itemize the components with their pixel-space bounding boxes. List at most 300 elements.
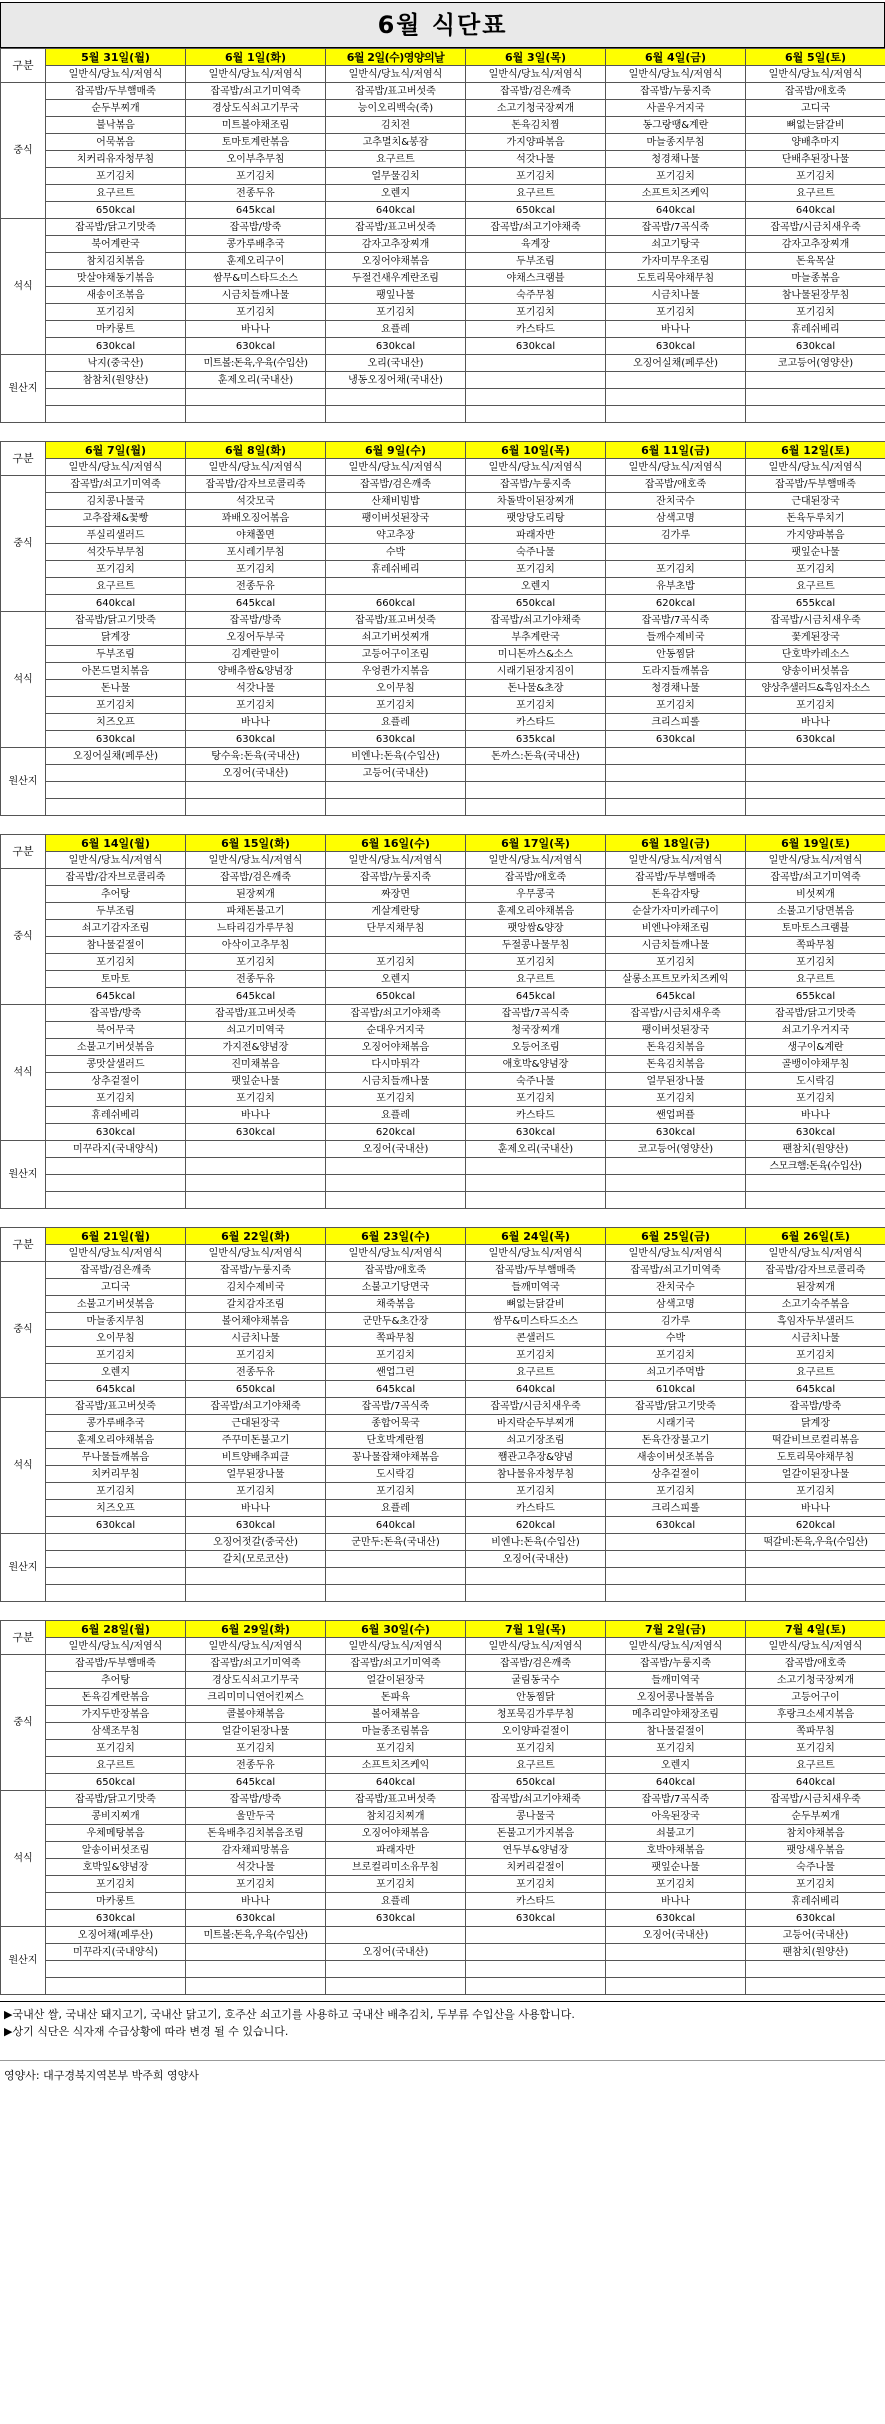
day-date: 6월 3일(목) [466,49,606,66]
date-row [1,49,885,66]
origin-row [1,1534,885,1551]
dinner-item: 포기김치 [186,1876,326,1893]
dinner-item: 참치김치볶음 [46,253,186,270]
origin-item [606,799,746,816]
dinner-item: 휴레쉬베리 [46,1107,186,1124]
day-date: 5월 31일(월) [46,49,186,66]
lunch-item: 전종두유 [186,185,326,202]
lunch-item: 순살가자미카레구이 [606,903,746,920]
origin-item [326,1175,466,1192]
dinner-row [1,1517,885,1534]
origin-item: 팬참치(원양산) [746,1944,885,1961]
lunch-item: 잡곡밥/쇠고기미역죽 [606,1262,746,1279]
lunch-item: 채죽볶음 [326,1296,466,1313]
dinner-item: 소불고기버섯볶음 [46,1039,186,1056]
origin-item [326,1568,466,1585]
origin-item [466,799,606,816]
dinner-row [1,1449,885,1466]
dinner-item: 잡곡밥/표고버섯죽 [326,1791,466,1808]
lunch-item: 가지양파볶음 [466,134,606,151]
dinner-item: 호박잎&양념장 [46,1859,186,1876]
dinner-item: 얼무된장나물 [186,1466,326,1483]
origin-item: 군만두:돈육(국내산) [326,1534,466,1551]
lunch-item: 645kcal [46,1381,186,1398]
lunch-item: 포기김치 [186,168,326,185]
origin-item [746,406,885,423]
dinner-item: 630kcal [326,731,466,748]
origin-row [1,1961,885,1978]
dinner-item: 훈제오리야채볶음 [46,1432,186,1449]
origin-item [186,1944,326,1961]
dinner-item: 630kcal [606,338,746,355]
author: 영양사: 대구경북지역본부 박주희 영양사 [0,2060,885,2083]
day-date: 6월 19일(토) [746,835,885,852]
lunch-row [1,1655,885,1672]
origin-item [326,389,466,406]
lunch-item: 김치수제비국 [186,1279,326,1296]
dinner-item: 석갓나물 [186,680,326,697]
diet-type: 일반식/당뇨식/저염식 [606,852,746,869]
dinner-row [1,1466,885,1483]
diet-type: 일반식/당뇨식/저염식 [46,1245,186,1262]
dinner-item: 새송이조볶음 [46,287,186,304]
lunch-item: 전종두유 [186,971,326,988]
origin-item [466,372,606,389]
dinner-item: 참치야채볶음 [746,1825,885,1842]
origin-row [1,389,885,406]
dinner-item: 620kcal [746,1517,885,1534]
day-date: 6월 9일(수) [326,442,466,459]
lunch-item: 돈육감자탕 [606,886,746,903]
day-date: 6월 7일(월) [46,442,186,459]
lunch-item: 잡곡밥/두부햄매죽 [46,1655,186,1672]
dinner-item: 도토리묵야채무침 [606,270,746,287]
day-date: 6월 8일(화) [186,442,326,459]
category-label: 구분 [1,1228,46,1262]
origin-item [186,782,326,799]
dinner-row [1,253,885,270]
origin-item [46,1978,186,1995]
dinner-item: 630kcal [606,731,746,748]
lunch-row [1,1262,885,1279]
dinner-item: 포기김치 [746,1876,885,1893]
dinner-item: 치커리무침 [46,1466,186,1483]
lunch-row [1,1279,885,1296]
dinner-item: 포기김치 [186,697,326,714]
dinner-item: 오징어두부국 [186,629,326,646]
dinner-item: 부추계란국 [466,629,606,646]
lunch-item: 요구르트 [46,185,186,202]
lunch-item: 아삭이고추무침 [186,937,326,954]
dinner-item: 바나나 [746,1500,885,1517]
lunch-item: 잡곡밥/누룽지죽 [606,1655,746,1672]
lunch-item: 숙주나물 [466,544,606,561]
lunch-item: 잡곡밥/쇠고기미역죽 [746,869,885,886]
origin-item [466,765,606,782]
lunch-item: 오렌지 [606,1757,746,1774]
lunch-item: 잔치국수 [606,1279,746,1296]
lunch-item: 640kcal [746,202,885,219]
origin-item [606,1944,746,1961]
lunch-item: 전종두유 [186,1364,326,1381]
lunch-item: 볼어채볶음 [326,1706,466,1723]
dinner-item: 630kcal [186,1517,326,1534]
lunch-item: 푸실리샐러드 [46,527,186,544]
lunch-item: 오렌지 [326,971,466,988]
origin-item [46,1192,186,1209]
dinner-row [1,646,885,663]
lunch-item: 김치전 [326,117,466,134]
dinner-item: 잡곡밥/시금치새우죽 [746,612,885,629]
origin-label: 원산지 [1,1141,46,1209]
dinner-item: 팽잎나물 [326,287,466,304]
lunch-item: 소불고기당면국 [326,1279,466,1296]
lunch-item: 오렌지 [46,1364,186,1381]
diet-type: 일반식/당뇨식/저염식 [326,1638,466,1655]
lunch-item: 두부조림 [46,903,186,920]
lunch-item: 미트볼야채조림 [186,117,326,134]
lunch-item: 크리미미니연어킨찌스 [186,1689,326,1706]
origin-item [746,1978,885,1995]
origin-item [186,1585,326,1602]
lunch-item: 잡곡밥/검은깨죽 [466,1655,606,1672]
dinner-item: 포기김치 [46,1483,186,1500]
type-row [1,1638,885,1655]
origin-item: 고등어(국내산) [746,1927,885,1944]
lunch-item: 잡곡밥/누룽지죽 [466,476,606,493]
category-label: 구분 [1,49,46,83]
lunch-item: 전종두유 [186,1757,326,1774]
origin-item: 오징어(국내산) [606,1927,746,1944]
origin-item [186,389,326,406]
dinner-item: 마카롱트 [46,321,186,338]
dinner-item: 쇠불고기 [606,1825,746,1842]
lunch-item: 파래자반 [466,527,606,544]
lunch-item: 650kcal [466,202,606,219]
dinner-item: 640kcal [326,1517,466,1534]
lunch-item: 석갓나물 [466,151,606,168]
lunch-item: 수박 [326,544,466,561]
lunch-item: 포기김치 [186,954,326,971]
lunch-row [1,595,885,612]
lunch-item: 645kcal [466,988,606,1005]
lunch-item: 김가루 [606,527,746,544]
lunch-item: 오이양파겉절이 [466,1723,606,1740]
dinner-item: 근대된장국 [186,1415,326,1432]
lunch-item: 쌘업그린 [326,1364,466,1381]
dinner-row [1,287,885,304]
lunch-item: 비엔나야채조림 [606,920,746,937]
lunch-item: 잔치국수 [606,493,746,510]
origin-item [746,765,885,782]
dinner-item: 잡곡밥/방죽 [46,1005,186,1022]
origin-item: 오징어실채(페루산) [606,355,746,372]
dinner-item: 두절건새우계란조림 [326,270,466,287]
origin-item [746,1192,885,1209]
lunch-item: 포기김치 [606,561,746,578]
day-date: 6월 16일(수) [326,835,466,852]
lunch-item: 휴레쉬베리 [326,561,466,578]
day-date: 6월 11일(금) [606,442,746,459]
week-gap [0,423,885,441]
dinner-item: 잡곡밥/표고버섯죽 [46,1398,186,1415]
lunch-item: 훈제오리야채볶음 [466,903,606,920]
dinner-item: 요플레 [326,714,466,731]
dinner-item: 635kcal [466,731,606,748]
lunch-item: 군만두&초간장 [326,1313,466,1330]
dinner-item: 시금치들깨나물 [186,287,326,304]
dinner-item: 콩비지찌개 [46,1808,186,1825]
dinner-item: 630kcal [326,338,466,355]
lunch-item: 추어탕 [46,886,186,903]
dinner-item: 우엉퀸가지볶음 [326,663,466,680]
dinner-item: 크리스피롤 [606,1500,746,1517]
lunch-item: 잡곡밥/애호죽 [606,476,746,493]
origin-item [46,1568,186,1585]
lunch-item: 650kcal [186,1381,326,1398]
week-table [0,441,885,816]
lunch-item: 돈육두루치기 [746,510,885,527]
origin-item [466,1585,606,1602]
dinner-item: 잡곡밥/방죽 [186,612,326,629]
dinner-item: 돈육김치볶음 [606,1039,746,1056]
dinner-item: 잡곡밥/표고버섯죽 [186,1005,326,1022]
lunch-item: 잡곡밥/쇠고기미역죽 [186,1655,326,1672]
lunch-item: 참나물겉절이 [606,1723,746,1740]
dinner-item: 요플레 [326,1107,466,1124]
origin-item [606,1534,746,1551]
origin-item [46,765,186,782]
origin-item [46,1534,186,1551]
dinner-item: 상추겉절이 [606,1466,746,1483]
dinner-item: 돈육김치볶음 [606,1056,746,1073]
lunch-item: 포기김치 [326,954,466,971]
lunch-item: 잡곡밥/감자브로콜리죽 [46,869,186,886]
dinner-item: 훈제오리구이 [186,253,326,270]
dinner-item: 시금치나물 [606,287,746,304]
dinner-item: 포기김치 [606,304,746,321]
lunch-item: 포기김치 [466,561,606,578]
lunch-row [1,1672,885,1689]
lunch-item: 청포묵김가루무침 [466,1706,606,1723]
origin-row [1,1927,885,1944]
dinner-item: 청경채나물 [606,680,746,697]
dinner-item: 상추겉절이 [46,1073,186,1090]
origin-item: 미트볼:돈육,우육(수입산) [186,1927,326,1944]
origin-item: 냉동오징어채(국내산) [326,372,466,389]
lunch-item: 잡곡밥/검은깨죽 [326,476,466,493]
dinner-item: 포기김치 [46,697,186,714]
day-date: 6월 29일(화) [186,1621,326,1638]
week-gap [0,1602,885,1620]
origin-row [1,1158,885,1175]
lunch-item: 팻앙쌈&양장 [466,920,606,937]
lunch-row [1,988,885,1005]
origin-item: 미꾸라지(국내양식) [46,1141,186,1158]
dinner-item: 630kcal [186,338,326,355]
lunch-item: 포기김치 [46,954,186,971]
dinner-item: 야채스크램블 [466,270,606,287]
dinner-item: 닭계장 [46,629,186,646]
dinner-item: 바나나 [186,321,326,338]
lunch-item: 645kcal [326,1381,466,1398]
lunch-item: 요구르트 [746,1364,885,1381]
dinner-item: 잡곡밥/닭고기맛죽 [46,1791,186,1808]
dinner-item: 쇠고기장조림 [466,1432,606,1449]
origin-item [466,1192,606,1209]
lunch-item: 잡곡밥/표고버섯죽 [326,83,466,100]
lunch-item: 포기김치 [46,561,186,578]
dinner-item: 잡곡밥/7곡식죽 [466,1005,606,1022]
date-row [1,1621,885,1638]
diet-type: 일반식/당뇨식/저염식 [186,1638,326,1655]
diet-type: 일반식/당뇨식/저염식 [326,852,466,869]
lunch-item: 사골우거지국 [606,100,746,117]
dinner-row [1,731,885,748]
lunch-item: 잡곡밥/누룽지죽 [606,83,746,100]
dinner-item: 브로컬리미소유무침 [326,1859,466,1876]
day-date: 7월 2일(금) [606,1621,746,1638]
origin-item [606,389,746,406]
origin-item [466,1944,606,1961]
lunch-row [1,561,885,578]
lunch-item: 잡곡밥/누룽지죽 [326,869,466,886]
dinner-item: 바지락순두부찌개 [466,1415,606,1432]
origin-item [186,799,326,816]
lunch-item: 쇠고기주먹밥 [606,1364,746,1381]
lunch-item: 640kcal [466,1381,606,1398]
category-label: 구분 [1,442,46,476]
lunch-item: 석갓두부무침 [46,544,186,561]
diet-type: 일반식/당뇨식/저염식 [466,852,606,869]
origin-item [466,355,606,372]
dinner-item: 요플레 [326,1500,466,1517]
dinner-item: 630kcal [186,1124,326,1141]
dinner-item: 종합어묵국 [326,1415,466,1432]
dinner-item: 참나물유자청무침 [466,1466,606,1483]
origin-item [46,389,186,406]
dinner-row [1,1039,885,1056]
lunch-item: 토마토 [46,971,186,988]
origin-item [606,782,746,799]
lunch-item: 650kcal [466,1774,606,1791]
lunch-item: 오렌지 [326,185,466,202]
dinner-item: 김계란말이 [186,646,326,663]
dinner-item: 아몬드멸치볶음 [46,663,186,680]
lunch-item: 잡곡밥/애호죽 [466,869,606,886]
diet-type: 일반식/당뇨식/저염식 [466,459,606,476]
origin-row [1,1192,885,1209]
lunch-row [1,1774,885,1791]
origin-item: 오징어(국내산) [186,765,326,782]
dinner-item: 잡곡밥/방죽 [186,1791,326,1808]
dinner-item: 팻잎순나물 [606,1859,746,1876]
origin-item [466,1978,606,1995]
lunch-item: 들깨미역국 [606,1672,746,1689]
lunch-item: 요구르트 [466,1364,606,1381]
lunch-item: 근대된장국 [746,493,885,510]
dinner-item: 감자고추장찌개 [326,236,466,253]
dinner-item: 애호박&양념장 [466,1056,606,1073]
origin-item [606,1978,746,1995]
lunch-row [1,493,885,510]
lunch-item [606,544,746,561]
lunch-item: 소고기숙주볶음 [746,1296,885,1313]
dinner-item: 카스타드 [466,1500,606,1517]
origin-item: 탕수육:돈육(국내산) [186,748,326,765]
dinner-item: 잡곡밥/쇠고기야채죽 [326,1005,466,1022]
lunch-item: 순두부찌개 [46,100,186,117]
day-date: 6월 22일(화) [186,1228,326,1245]
dinner-row [1,1825,885,1842]
dinner-item: 포기김치 [606,1090,746,1107]
dinner-item: 골뱅이야채무침 [746,1056,885,1073]
diet-type: 일반식/당뇨식/저염식 [46,852,186,869]
lunch-item: 김치콩나물국 [46,493,186,510]
origin-label: 원산지 [1,1927,46,1995]
origin-item [326,1585,466,1602]
origin-item: 미트볼:돈육,우육(수입산) [186,355,326,372]
origin-item [466,1158,606,1175]
lunch-item: 약고추장 [326,527,466,544]
diet-type: 일반식/당뇨식/저염식 [746,1638,885,1655]
dinner-row [1,304,885,321]
lunch-row [1,971,885,988]
diet-type: 일반식/당뇨식/저염식 [46,459,186,476]
dinner-item: 고등어구이조림 [326,646,466,663]
origin-item: 떡갈비:돈육,우육(수입산) [746,1534,885,1551]
origin-row [1,1944,885,1961]
dinner-item: 숙주무침 [466,287,606,304]
diet-type: 일반식/당뇨식/저염식 [466,66,606,83]
lunch-item: 640kcal [46,595,186,612]
dinner-item: 참치김치찌개 [326,1808,466,1825]
dinner-item: 포기김치 [186,304,326,321]
dinner-item: 단호박계란찜 [326,1432,466,1449]
dinner-item: 마늘종볶음 [746,270,885,287]
lunch-item: 팻앙당도리탕 [466,510,606,527]
dinner-item: 석갓나물 [186,1859,326,1876]
origin-label: 원산지 [1,355,46,423]
dinner-item: 순대우거지국 [326,1022,466,1039]
dinner-item: 도시락김 [746,1073,885,1090]
lunch-row [1,1381,885,1398]
lunch-label: 중식 [1,1262,46,1398]
origin-item [746,1585,885,1602]
origin-item [606,1568,746,1585]
dinner-item: 꽃게된장국 [746,629,885,646]
dinner-item: 잡곡밥/방죽 [746,1398,885,1415]
diet-type: 일반식/당뇨식/저염식 [606,1638,746,1655]
origin-item: 훈제오리(국내산) [466,1141,606,1158]
origin-label: 원산지 [1,748,46,816]
week-gap [0,816,885,834]
dinner-row [1,680,885,697]
lunch-item: 느타리김가루무침 [186,920,326,937]
origin-item [746,1551,885,1568]
lunch-item: 잡곡밥/검은깨죽 [46,1262,186,1279]
dinner-item: 들깨수제비국 [606,629,746,646]
lunch-item: 된장찌개 [186,886,326,903]
date-row [1,835,885,852]
dinner-item: 잡곡밥/7곡식죽 [606,219,746,236]
dinner-row [1,663,885,680]
lunch-row [1,1364,885,1381]
dinner-row [1,1073,885,1090]
dinner-row [1,612,885,629]
lunch-item: 야채쫄면 [186,527,326,544]
lunch-item: 620kcal [606,595,746,612]
